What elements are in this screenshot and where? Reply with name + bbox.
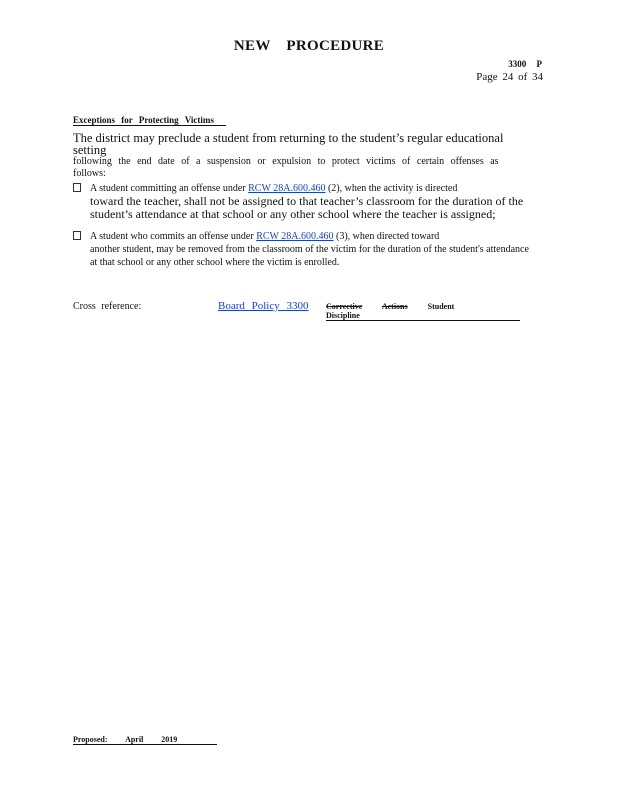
- cross-reference-title: [326, 302, 520, 321]
- bullet-text-pre: A student who commits an offense under: [90, 231, 257, 242]
- xref-word-discipline: Discipline: [326, 311, 360, 320]
- intro-line-2: following the end date of a suspension or expulsion to protect victims of certain offenses as follows:: [73, 156, 499, 179]
- bullet-item: [73, 230, 533, 269]
- bullet-box-icon: [73, 183, 81, 192]
- bullet-text-pre: A student committing an offense under: [90, 183, 249, 194]
- rcw-link[interactable]: RCW 28A.600.460: [248, 183, 326, 194]
- xref-word-corrective: Corrective: [326, 302, 363, 311]
- bullet-text-cont: toward the teacher, shall not be assigned to that teacher’s classroom for the duration of the student’s attendance at that school or any other school where the teacher is assigned;: [90, 194, 524, 221]
- footer-proposed: Proposed: April 2019: [73, 735, 217, 745]
- intro-paragraph: [73, 132, 533, 180]
- rcw-link[interactable]: RCW 28A.600.460: [256, 231, 334, 242]
- bullet-item: [73, 182, 533, 221]
- bullet-text-post: (3), when directed toward: [336, 231, 440, 242]
- section-heading: Exceptions for Protecting Victims: [73, 115, 226, 126]
- policy-code: 3300 P: [508, 59, 542, 69]
- bullet-text-cont: another student, may be removed from the classroom of the victim for the duration of the student's attendance at that school or any other school where the victim is enrolled.: [90, 244, 529, 268]
- xref-word-actions: Actions: [381, 302, 408, 311]
- page-number: Page 24 of 34: [476, 71, 543, 83]
- board-policy-link[interactable]: Board Policy 3300: [218, 300, 309, 312]
- bullet-box-icon: [73, 231, 81, 240]
- page-title: NEW PROCEDURE: [233, 38, 385, 54]
- intro-line-1: The district may preclude a student from returning to the student’s regular educational setting: [73, 131, 504, 157]
- cross-reference-label: Cross reference:: [73, 301, 142, 312]
- xref-word-student: Student: [427, 302, 455, 311]
- bullet-text-post: (2), when the activity is directed: [327, 183, 458, 194]
